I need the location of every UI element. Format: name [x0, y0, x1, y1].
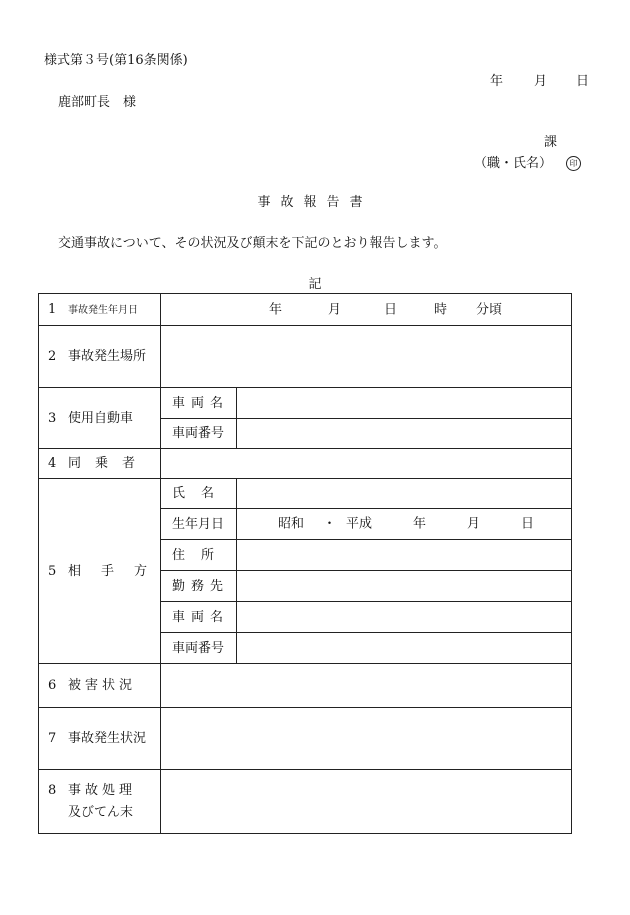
party-vehicle-name-field[interactable]	[237, 602, 572, 633]
row-label-text: 使用自動車	[68, 410, 134, 426]
table-row	[39, 770, 572, 834]
row-number: 5	[48, 563, 57, 579]
vehicle-number-field[interactable]	[237, 419, 572, 449]
vehicle-name-field[interactable]	[237, 388, 572, 419]
row-label-circumstances	[39, 708, 161, 770]
accident-month-unit: 月	[328, 302, 342, 317]
signer-label: （職・氏名）	[474, 156, 553, 171]
accident-year-unit: 年	[269, 302, 283, 317]
party-address-field[interactable]	[237, 540, 572, 571]
party-address-label: 住所	[161, 540, 237, 571]
table-row	[39, 449, 572, 479]
row-label-text: 事故発生場所	[68, 349, 147, 364]
table-row	[39, 479, 572, 509]
party-workplace-label: 勤務先	[161, 571, 237, 602]
row-label-passengers	[39, 449, 161, 479]
damage-field[interactable]	[161, 664, 572, 708]
signer-line	[474, 156, 581, 171]
table-row	[39, 708, 572, 770]
era-heisei: 平成	[346, 516, 373, 532]
row-label-vehicle	[39, 388, 161, 449]
document-title: 事故報告書	[257, 195, 373, 210]
party-birthdate-field[interactable]	[237, 509, 572, 540]
party-vehicle-name-label: 車両名	[161, 602, 237, 633]
row-label-other-party	[39, 479, 168, 664]
row-label-accident-date	[39, 294, 161, 326]
intro-text: 交通事故について、その状況及び顛末を下記のとおり報告します。	[58, 236, 447, 251]
report-date-year: 年	[490, 74, 504, 89]
row-label-text: 事故発生年月日	[68, 305, 138, 316]
table-row	[39, 326, 572, 388]
vehicle-number-label: 車両番号	[161, 419, 237, 449]
party-vehicle-number-field[interactable]	[237, 633, 572, 664]
row-label-text: 同乗者	[68, 456, 150, 471]
table-row	[39, 388, 572, 419]
party-vehicle-number-label: 車両番号	[161, 633, 237, 664]
vehicle-name-label: 車両名	[161, 388, 237, 419]
accident-hour-unit: 時	[434, 302, 448, 317]
birth-day-unit: 日	[521, 516, 535, 532]
party-birthdate-label: 生年月日	[161, 509, 237, 540]
department: 課	[544, 135, 558, 150]
circumstances-field[interactable]	[161, 708, 572, 770]
row-label-text: 相手方	[68, 563, 168, 579]
row-label-accident-place	[39, 326, 161, 388]
seal-icon: 印	[566, 156, 581, 171]
table-row	[39, 664, 572, 708]
birth-month-unit: 月	[467, 516, 481, 532]
accident-minute-unit: 分頃	[476, 302, 503, 317]
row-label-text: 事故発生状況	[68, 731, 147, 746]
row-number: 7	[48, 731, 57, 746]
row-number: 6	[48, 678, 57, 693]
row-label-handling	[39, 770, 161, 834]
report-date	[490, 75, 589, 88]
accident-date-field[interactable]	[161, 294, 572, 326]
report-date-day: 日	[576, 74, 590, 89]
party-name-field[interactable]	[237, 479, 572, 509]
party-name-label: 氏名	[161, 479, 237, 509]
party-workplace-field[interactable]	[237, 571, 572, 602]
table-row	[39, 294, 572, 326]
passengers-field[interactable]	[161, 449, 572, 479]
report-date-month: 月	[534, 74, 548, 89]
ki-heading: 記	[308, 277, 322, 292]
handling-field[interactable]	[161, 770, 572, 834]
row-number: 8	[48, 782, 57, 798]
row-number: 1	[48, 302, 57, 317]
row-label-text-line2: 及びてん末	[68, 804, 134, 820]
row-label-damage	[39, 664, 161, 708]
report-table	[38, 293, 572, 834]
birth-year-unit: 年	[413, 516, 427, 532]
addressee: 鹿部町長 様	[58, 95, 137, 110]
row-label-text: 被害状況	[68, 678, 137, 693]
accident-place-field[interactable]	[161, 326, 572, 388]
row-number: 4	[48, 456, 57, 471]
accident-day-unit: 日	[384, 302, 398, 317]
era-showa: 昭和	[278, 516, 305, 532]
form-number: 様式第３号(第16条関係)	[44, 53, 188, 68]
row-number: 3	[48, 410, 57, 426]
row-number: 2	[48, 349, 57, 364]
row-label-text: 事故処理	[68, 782, 137, 798]
era-separator: ・	[323, 516, 337, 532]
